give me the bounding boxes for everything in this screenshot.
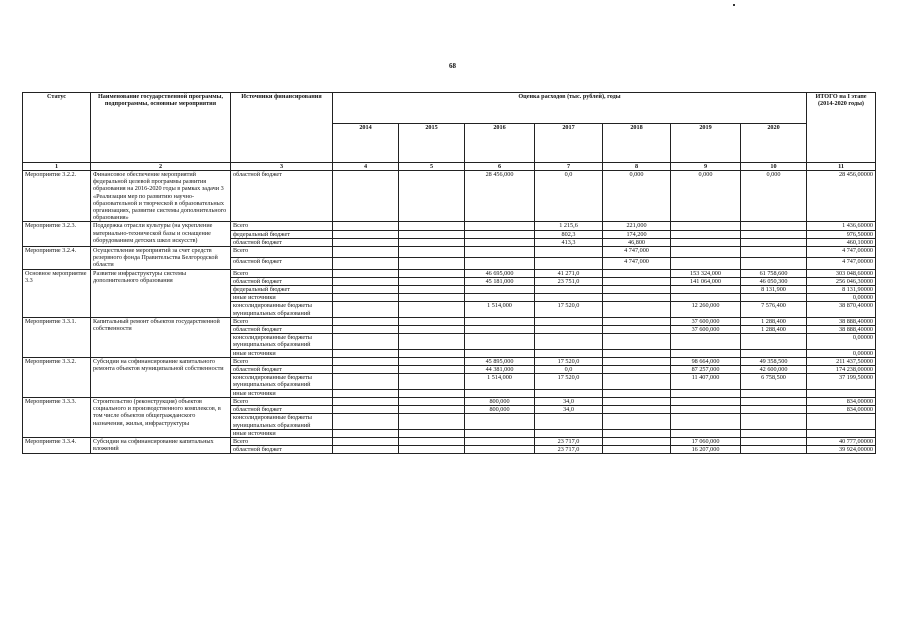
total-value-cell: 8 131,90000 (807, 286, 876, 294)
total-value-cell: 4 747,00000 (807, 258, 876, 269)
year-value-cell: 1 215,6 (535, 222, 603, 230)
row-funding-source: областной бюджет (231, 406, 333, 414)
year-value-cell (399, 414, 465, 429)
year-value-cell (399, 277, 465, 285)
year-value-cell (333, 247, 399, 258)
year-value-cell (535, 334, 603, 349)
year-value-cell (741, 294, 807, 302)
year-value-cell (671, 258, 741, 269)
header-year: 2014 (333, 124, 399, 163)
year-value-cell (603, 326, 671, 334)
year-value-cell: 4 747,000 (603, 258, 671, 269)
col-number: 9 (671, 163, 741, 171)
year-value-cell: 87 257,000 (671, 366, 741, 374)
year-value-cell (603, 366, 671, 374)
year-value-cell (671, 286, 741, 294)
year-value-cell (671, 406, 741, 414)
year-value-cell (399, 286, 465, 294)
year-value-cell (399, 269, 465, 277)
total-value-cell: 460,10000 (807, 238, 876, 246)
row-funding-source: консолидированные бюджеты муниципальных образований (231, 374, 333, 389)
year-value-cell (671, 247, 741, 258)
year-value-cell (465, 389, 535, 397)
year-value-cell (333, 171, 399, 222)
total-value-cell: 256 046,30000 (807, 277, 876, 285)
row-funding-source: Всего (231, 222, 333, 230)
year-value-cell (399, 334, 465, 349)
year-value-cell (603, 349, 671, 357)
year-value-cell: 174,200 (603, 230, 671, 238)
table-row (23, 171, 876, 222)
total-value-cell: 38 870,40000 (807, 302, 876, 317)
year-value-cell (603, 406, 671, 414)
year-value-cell (535, 286, 603, 294)
row-funding-source: областной бюджет (231, 446, 333, 454)
year-value-cell (333, 437, 399, 445)
year-value-cell (671, 389, 741, 397)
year-value-cell (333, 446, 399, 454)
year-value-cell (399, 171, 465, 222)
header-year: 2018 (603, 124, 671, 163)
total-value-cell (807, 414, 876, 429)
row-funding-source: консолидированные бюджеты муниципальных образований (231, 302, 333, 317)
total-value-cell: 834,00000 (807, 397, 876, 405)
year-value-cell (603, 446, 671, 454)
year-value-cell: 23 717,0 (535, 446, 603, 454)
year-value-cell (333, 269, 399, 277)
year-value-cell (671, 334, 741, 349)
table-row (23, 247, 876, 258)
year-value-cell (399, 302, 465, 317)
year-value-cell: 1 288,400 (741, 326, 807, 334)
table-row (23, 437, 876, 445)
year-value-cell: 34,0 (535, 406, 603, 414)
total-value-cell: 303 048,60000 (807, 269, 876, 277)
header-name: Наименование государственной программы, подпрограммы, основные мероприятия (91, 93, 231, 163)
year-value-cell (399, 397, 465, 405)
year-value-cell (603, 334, 671, 349)
year-value-cell (333, 230, 399, 238)
row-funding-source: областной бюджет (231, 258, 333, 269)
year-value-cell (741, 334, 807, 349)
year-value-cell: 6 758,500 (741, 374, 807, 389)
year-value-cell (535, 326, 603, 334)
year-value-cell: 16 207,000 (671, 446, 741, 454)
year-value-cell (333, 294, 399, 302)
budget-table (22, 92, 876, 454)
year-value-cell (671, 238, 741, 246)
year-value-cell: 17 520,0 (535, 374, 603, 389)
row-funding-source: областной бюджет (231, 171, 333, 222)
total-value-cell: 0,00000 (807, 294, 876, 302)
total-value-cell (807, 429, 876, 437)
row-program-name: Строительство (реконструкция) объектов социального и производственного комплексов, в том числе объектов общегражданского назначения, жилья, инфраструктуры (91, 397, 231, 437)
year-value-cell (399, 238, 465, 246)
total-value-cell: 38 888,40000 (807, 317, 876, 325)
year-value-cell (333, 286, 399, 294)
total-value-cell: 211 437,50000 (807, 357, 876, 365)
year-value-cell (465, 414, 535, 429)
year-value-cell: 37 600,000 (671, 326, 741, 334)
year-value-cell (399, 446, 465, 454)
year-value-cell: 221,000 (603, 222, 671, 230)
year-value-cell (333, 258, 399, 269)
year-value-cell (465, 317, 535, 325)
year-value-cell (671, 294, 741, 302)
year-value-cell (603, 437, 671, 445)
total-value-cell: 0,00000 (807, 334, 876, 349)
year-value-cell (333, 277, 399, 285)
year-value-cell (741, 222, 807, 230)
year-value-cell (465, 429, 535, 437)
year-value-cell (399, 389, 465, 397)
row-funding-source: консолидированные бюджеты муниципальных образований (231, 334, 333, 349)
year-value-cell: 17 520,0 (535, 357, 603, 365)
year-value-cell (465, 294, 535, 302)
year-value-cell (333, 238, 399, 246)
year-value-cell: 45 181,000 (465, 277, 535, 285)
year-value-cell (399, 247, 465, 258)
total-value-cell: 0,00000 (807, 349, 876, 357)
year-value-cell (603, 374, 671, 389)
year-value-cell (399, 366, 465, 374)
year-value-cell (333, 357, 399, 365)
table-body (23, 171, 876, 454)
table-row (23, 222, 876, 230)
year-value-cell (535, 429, 603, 437)
year-value-cell: 28 456,000 (465, 171, 535, 222)
year-value-cell: 37 600,000 (671, 317, 741, 325)
total-value-cell: 4 747,00000 (807, 247, 876, 258)
row-funding-source: Всего (231, 397, 333, 405)
year-value-cell (333, 429, 399, 437)
row-status: Мероприятие 3.3.4. (23, 437, 91, 453)
year-value-cell: 0,0 (535, 171, 603, 222)
row-program-name: Поддержка отрасли культуры (на укрепление материально-технической базы и оснащение оборудованием детских школ искусств) (91, 222, 231, 247)
row-funding-source: Всего (231, 269, 333, 277)
row-funding-source: консолидированные бюджеты муниципальных образований (231, 414, 333, 429)
year-value-cell (741, 247, 807, 258)
year-value-cell: 802,3 (535, 230, 603, 238)
year-value-cell (465, 238, 535, 246)
row-status: Мероприятие 3.2.4. (23, 247, 91, 270)
year-value-cell (399, 349, 465, 357)
total-value-cell: 40 777,00000 (807, 437, 876, 445)
year-value-cell: 0,000 (603, 171, 671, 222)
year-value-cell (603, 389, 671, 397)
row-funding-source: федеральный бюджет (231, 286, 333, 294)
year-value-cell (741, 446, 807, 454)
year-value-cell: 49 358,500 (741, 357, 807, 365)
total-value-cell: 834,00000 (807, 406, 876, 414)
header-sources: Источники финансирования (231, 93, 333, 163)
year-value-cell (603, 269, 671, 277)
year-value-cell (399, 429, 465, 437)
year-value-cell (399, 406, 465, 414)
total-value-cell: 37 199,50000 (807, 374, 876, 389)
year-value-cell: 800,000 (465, 406, 535, 414)
scan-artifact-dot (733, 4, 735, 6)
year-value-cell: 17 520,0 (535, 302, 603, 317)
col-number: 2 (91, 163, 231, 171)
year-value-cell (671, 349, 741, 357)
year-value-cell (535, 389, 603, 397)
year-value-cell (333, 406, 399, 414)
col-number: 10 (741, 163, 807, 171)
year-value-cell (603, 286, 671, 294)
year-value-cell (333, 366, 399, 374)
row-funding-source: иные источники (231, 429, 333, 437)
col-number: 4 (333, 163, 399, 171)
col-number: 5 (399, 163, 465, 171)
year-value-cell: 41 271,0 (535, 269, 603, 277)
year-value-cell (603, 317, 671, 325)
year-value-cell (333, 397, 399, 405)
year-value-cell (741, 429, 807, 437)
row-funding-source: иные источники (231, 389, 333, 397)
year-value-cell (399, 437, 465, 445)
year-value-cell: 46 050,300 (741, 277, 807, 285)
year-value-cell (333, 222, 399, 230)
year-value-cell (603, 294, 671, 302)
table-row (23, 357, 876, 365)
year-value-cell (671, 230, 741, 238)
year-value-cell (671, 222, 741, 230)
year-value-cell: 8 131,900 (741, 286, 807, 294)
year-value-cell (535, 294, 603, 302)
year-value-cell: 44 381,000 (465, 366, 535, 374)
year-value-cell: 45 895,000 (465, 357, 535, 365)
year-value-cell (603, 414, 671, 429)
year-value-cell: 42 600,000 (741, 366, 807, 374)
header-year: 2020 (741, 124, 807, 163)
col-number: 7 (535, 163, 603, 171)
year-value-cell (741, 437, 807, 445)
year-value-cell (465, 258, 535, 269)
header-year: 2019 (671, 124, 741, 163)
year-value-cell (333, 317, 399, 325)
header-year: 2016 (465, 124, 535, 163)
year-value-cell (535, 247, 603, 258)
year-value-cell (465, 349, 535, 357)
year-value-cell (399, 374, 465, 389)
year-value-cell (465, 247, 535, 258)
year-value-cell (603, 397, 671, 405)
year-value-cell (399, 317, 465, 325)
total-value-cell (807, 389, 876, 397)
year-value-cell (741, 397, 807, 405)
year-value-cell: 23 751,0 (535, 277, 603, 285)
table-row (23, 317, 876, 325)
year-value-cell: 141 064,000 (671, 277, 741, 285)
row-status: Основное мероприятие 3.3 (23, 269, 91, 317)
year-value-cell: 61 758,600 (741, 269, 807, 277)
header-year: 2017 (535, 124, 603, 163)
col-number: 1 (23, 163, 91, 171)
year-value-cell (333, 334, 399, 349)
year-value-cell (333, 302, 399, 317)
year-value-cell: 4 747,000 (603, 247, 671, 258)
year-value-cell: 23 717,0 (535, 437, 603, 445)
row-funding-source: Всего (231, 357, 333, 365)
year-value-cell: 0,000 (741, 171, 807, 222)
row-funding-source: Всего (231, 247, 333, 258)
year-value-cell (465, 334, 535, 349)
year-value-cell: 46,800 (603, 238, 671, 246)
year-value-cell (399, 326, 465, 334)
year-value-cell (399, 258, 465, 269)
row-status: Мероприятие 3.2.2. (23, 171, 91, 222)
row-funding-source: Всего (231, 437, 333, 445)
header-year: 2015 (399, 124, 465, 163)
header-status: Статус (23, 93, 91, 163)
row-program-name: Развитие инфраструктуры системы дополнительного образования (91, 269, 231, 317)
table-row (23, 397, 876, 405)
total-value-cell: 28 456,00000 (807, 171, 876, 222)
total-value-cell: 39 924,00000 (807, 446, 876, 454)
year-value-cell (399, 294, 465, 302)
year-value-cell (535, 258, 603, 269)
year-value-cell (741, 349, 807, 357)
row-program-name: Капитальный ремонт объектов государственной собственности (91, 317, 231, 357)
year-value-cell (399, 222, 465, 230)
year-value-cell (741, 406, 807, 414)
year-value-cell: 413,3 (535, 238, 603, 246)
year-value-cell: 46 695,000 (465, 269, 535, 277)
year-value-cell (465, 437, 535, 445)
year-value-cell: 1 514,000 (465, 374, 535, 389)
year-value-cell (603, 357, 671, 365)
row-program-name: Субсидии на софинансирование капитальных вложений (91, 437, 231, 453)
year-value-cell (671, 414, 741, 429)
year-value-cell: 12 260,000 (671, 302, 741, 317)
row-program-name: Субсидии на софинансирование капитального ремонта объектов муниципальной собственности (91, 357, 231, 397)
year-value-cell (465, 446, 535, 454)
col-number: 3 (231, 163, 333, 171)
year-value-cell (465, 326, 535, 334)
row-funding-source: областной бюджет (231, 366, 333, 374)
year-value-cell (671, 429, 741, 437)
header-estimate: Оценка расходов (тыс. рублей), годы (333, 93, 807, 124)
header-total: ИТОГО на I этапе (2014-2020 годы) (807, 93, 876, 163)
row-funding-source: областной бюджет (231, 277, 333, 285)
col-number: 8 (603, 163, 671, 171)
row-funding-source: федеральный бюджет (231, 230, 333, 238)
year-value-cell: 800,000 (465, 397, 535, 405)
row-funding-source: Всего (231, 317, 333, 325)
year-value-cell (535, 317, 603, 325)
year-value-cell (741, 258, 807, 269)
year-value-cell (333, 326, 399, 334)
row-status: Мероприятие 3.3.2. (23, 357, 91, 397)
year-value-cell (535, 349, 603, 357)
year-value-cell: 1 288,400 (741, 317, 807, 325)
year-value-cell (465, 230, 535, 238)
year-value-cell (741, 414, 807, 429)
row-funding-source: иные источники (231, 294, 333, 302)
row-funding-source: областной бюджет (231, 326, 333, 334)
year-value-cell (535, 414, 603, 429)
year-value-cell (399, 357, 465, 365)
year-value-cell: 0,000 (671, 171, 741, 222)
year-value-cell (741, 389, 807, 397)
row-program-name: Осуществление мероприятий за счет средств резервного фонда Правительства Белгородской области (91, 247, 231, 270)
year-value-cell: 0,0 (535, 366, 603, 374)
year-value-cell (465, 222, 535, 230)
page-number: 68 (449, 62, 456, 70)
col-number: 6 (465, 163, 535, 171)
year-value-cell: 98 664,000 (671, 357, 741, 365)
table-row (23, 269, 876, 277)
row-status: Мероприятие 3.3.1. (23, 317, 91, 357)
year-value-cell (603, 429, 671, 437)
col-number: 11 (807, 163, 876, 171)
year-value-cell (333, 414, 399, 429)
year-value-cell (333, 374, 399, 389)
year-value-cell (671, 397, 741, 405)
year-value-cell (333, 349, 399, 357)
year-value-cell (333, 389, 399, 397)
row-status: Мероприятие 3.3.3. (23, 397, 91, 437)
year-value-cell: 153 324,000 (671, 269, 741, 277)
total-value-cell: 38 888,40000 (807, 326, 876, 334)
row-funding-source: иные источники (231, 349, 333, 357)
year-value-cell: 1 514,000 (465, 302, 535, 317)
year-value-cell: 17 060,000 (671, 437, 741, 445)
year-value-cell (741, 238, 807, 246)
row-program-name: Финансовое обеспечение мероприятий федеральной целевой программы развития образования на 2016-2020 годы в рамках задачи 3 «Реализация мер по развитию научно-образовательной и творческой в образовательных организациях, развитие системы дополнительного образования» (91, 171, 231, 222)
year-value-cell: 11 407,000 (671, 374, 741, 389)
year-value-cell (603, 277, 671, 285)
row-funding-source: областной бюджет (231, 238, 333, 246)
year-value-cell: 34,0 (535, 397, 603, 405)
year-value-cell (741, 230, 807, 238)
total-value-cell: 1 436,60000 (807, 222, 876, 230)
year-value-cell: 7 576,400 (741, 302, 807, 317)
year-value-cell (399, 230, 465, 238)
year-value-cell (603, 302, 671, 317)
row-status: Мероприятие 3.2.3. (23, 222, 91, 247)
total-value-cell: 174 238,00000 (807, 366, 876, 374)
total-value-cell: 976,50000 (807, 230, 876, 238)
year-value-cell (465, 286, 535, 294)
